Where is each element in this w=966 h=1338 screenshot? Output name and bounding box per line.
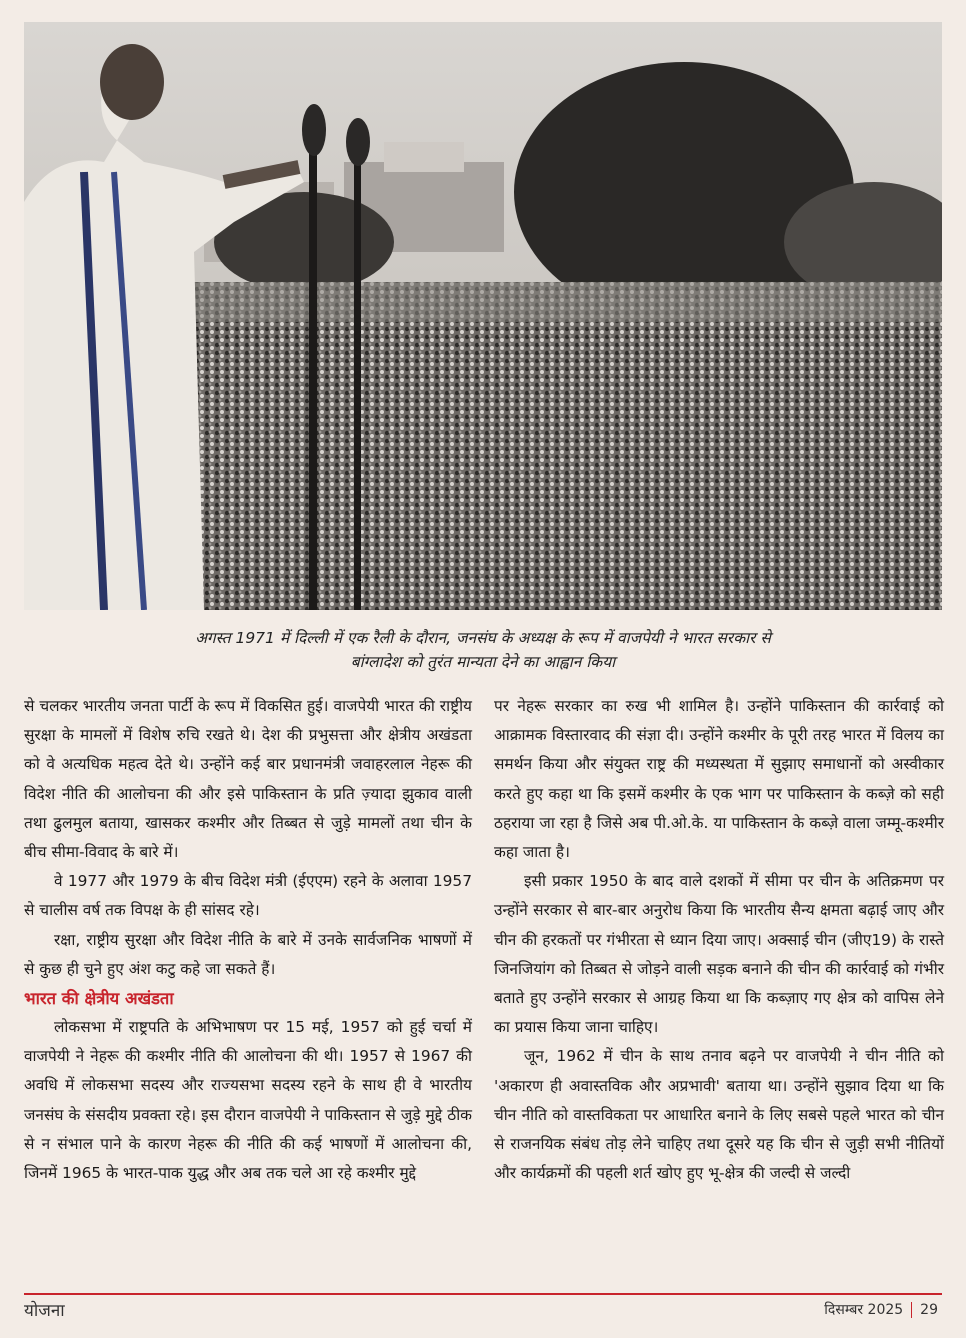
page-number: 29 — [920, 1302, 938, 1318]
paragraph: जून, 1962 में चीन के साथ तनाव बढ़ने पर वाजपेयी ने चीन नीति को 'अकारण ही अवास्तविक और अप्रभावी' बताया था। उन्होंने सुझाव दिया था कि चीन नीति को वास्तविकता पर आधारित बनाने के लिए सबसे पहले भारत को चीन से राजनयिक संबंध तोड़ लेने चाहिए तथा दूसरे यह कि चीन से जुड़ी सभी नीतियों और कार्यक्रमों की पहली शर्त खोए हुए भू-क्षेत्र की जल्दी से जल्दी — [494, 1047, 944, 1183]
paragraph: वे 1977 और 1979 के बीच विदेश मंत्री (ईएएम) रहने के अलावा 1957 से चालीस वर्ष तक विपक्ष के ही सांसद रहे। — [24, 872, 472, 920]
caption-line-2: बांग्लादेश को तुरंत मान्यता देने का आह्वान किया — [350, 653, 616, 671]
page-footer-info — [824, 1300, 938, 1319]
rally-photo — [24, 22, 942, 610]
paragraph: रक्षा, राष्ट्रीय सुरक्षा और विदेश नीति के बारे में उनके सार्वजनिक भाषणों में से कुछ ही चुने हुए अंश कटु कहे जा सकते हैं। — [24, 930, 472, 978]
paragraph: से चलकर भारतीय जनता पार्टी के रूप में विकसित हुई। वाजपेयी भारत की राष्ट्रीय सुरक्षा के मामलों में विशेष रुचि रखते थे। देश की प्रभुसत्ता और क्षेत्रीय अखंडता को वे अत्यधिक महत्व देते थे। उन्होंने कई बार प्रधानमंत्री जवाहरलाल नेहरू की विदेश नीति की आलोचना की और इसे पाकिस्तान के प्रति ज़्यादा झुकाव वाली तथा ढुलमुल बताया, खासकर कश्मीर और तिब्बत से जुड़े मामलों तथा चीन के बीच सीमा-विवाद के बारे में। — [24, 697, 472, 862]
photo-caption — [60, 626, 906, 674]
right-column — [494, 692, 944, 1188]
paragraph: पर नेहरू सरकार का रुख भी शामिल है। उन्होंने पाकिस्तान की कार्रवाई को आक्रामक विस्तारवाद की संज्ञा दी। उन्होंने कश्मीर के पूरी तरह भारत में विलय का समर्थन किया और संयुक्त राष्ट्र की मध्यस्थता में सुझाए समाधानों को अस्वीकार करते हुए कहा था कि इसमें कश्मीर के एक भाग पर पाकिस्तान के कब्ज़े को सही ठहराया जा रहा है जिसे अब पी.ओ.के. या पाकिस्तान के कब्ज़े वाला जम्मू-कश्मीर कहा जाता है। — [494, 697, 944, 862]
paragraph: इसी प्रकार 1950 के बाद वाले दशकों में सीमा पर चीन के अतिक्रमण पर उन्होंने सरकार से बार-बार अनुरोध किया कि भारतीय सैन्य क्षमता बढ़ाई जाए और चीन की हरकतों पर गंभीरता से ध्यान दिया जाए। अक्साई चीन (जीए19) के रास्ते जिनजियांग को तिब्बत से जोड़ने वाली सड़क बनाने की चीन की कार्रवाई को गंभीर बताते हुए उन्होंने सरकार से आग्रह किया था कि कब्ज़ाए गए क्षेत्र को वापिस लेने का प्रयास किया जाना चाहिए। — [494, 872, 944, 1037]
rally-photo-illustration — [24, 22, 942, 610]
footer-divider — [24, 1293, 942, 1295]
footer-separator — [911, 1302, 912, 1318]
caption-line-1: अगस्त 1971 में दिल्ली में एक रैली के दौरान, जनसंघ के अध्यक्ष के रूप में वाजपेयी ने भारत सरकार से — [195, 629, 771, 647]
magazine-name: योजना — [24, 1301, 65, 1321]
issue-date: दिसम्बर 2025 — [824, 1302, 904, 1318]
left-column — [24, 692, 472, 1188]
microphone-stand — [309, 132, 317, 610]
microphone-icon — [302, 104, 326, 156]
paragraph: लोकसभा में राष्ट्रपति के अभिभाषण पर 15 मई, 1957 को हुई चर्चा में वाजपेयी ने नेहरू की कश्मीर नीति की आलोचना की थी। 1957 से 1967 की अवधि में लोकसभा सदस्य और राज्यसभा सदस्य रहने के साथ ही वे भारतीय जनसंघ के संसदीय प्रवक्ता रहे। इस दौरान वाजपेयी ने पाकिस्तान से जुड़े मुद्दे ठीक से न संभाल पाने के कारण नेहरू की नीति की कई भाषणों में आलोचना की, जिनमें 1965 के भारत-पाक युद्ध और अब तक चले आ रहे कश्मीर मुद्दे — [24, 1018, 472, 1183]
section-heading: भारत की क्षेत्रीय अखंडता — [24, 989, 174, 1009]
